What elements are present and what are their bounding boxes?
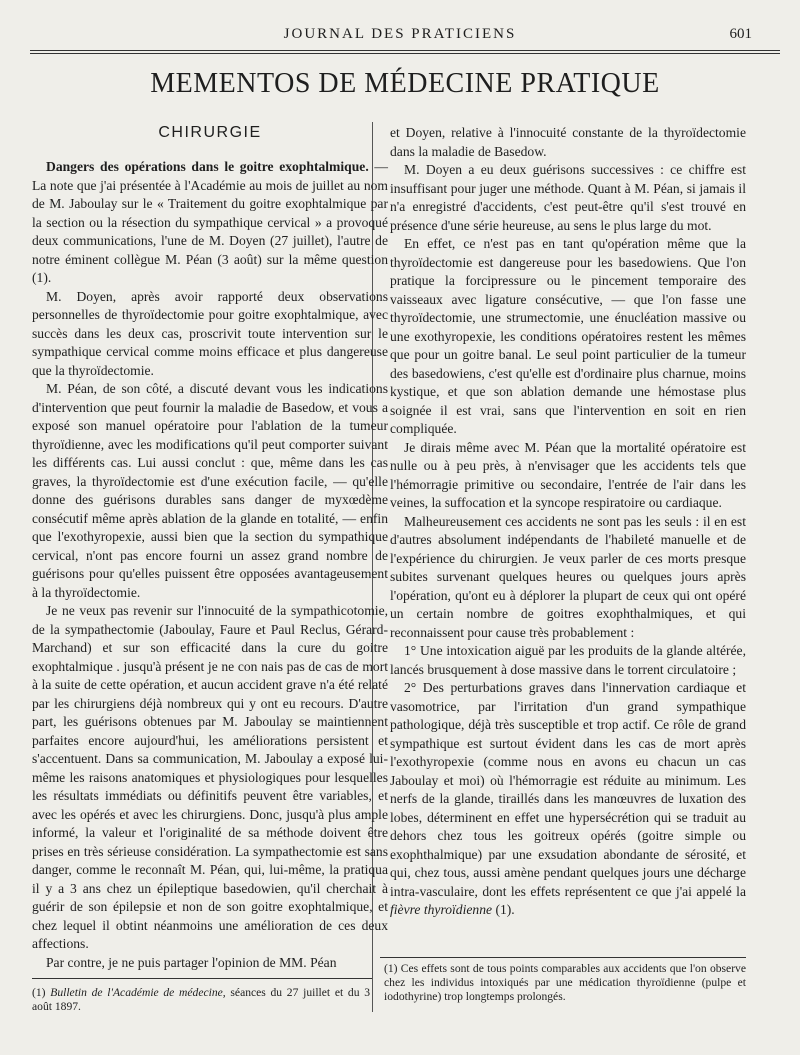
footnote-rule-left [32, 978, 372, 979]
header-rule-thin [30, 53, 780, 54]
journal-title: JOURNAL DES PRATICIENS [283, 26, 517, 42]
left-column [32, 124, 388, 972]
paragraph-11: 1° Une intoxication aiguë par les produits de la glande altérée, lancés brusquement à dose massive dans le torrent circulatoire ; [390, 643, 746, 677]
right-column [390, 124, 746, 920]
fievre-thyroidienne: fièvre thyroïdienne [390, 902, 493, 917]
paragraph-7: M. Doyen a eu deux guérisons successives : ce chiffre est insuffisant pour juger une méthode. Quant à M. Péan, si jamais il n'a enregistré d'accidents, c'est peut-être qu'il s'est trouvé en présence d'une série heureuse, au sens le plus large du mot. [390, 162, 746, 233]
paragraph-12: 2° Des perturbations graves dans l'innervation cardiaque et vasomotrice, par l'irritation d'un grand sympathique pathologique, déjà très susceptible et trop actif. Ce rôle de grand sympathique est surtout évident dans les cas de mort après l'exothyropexie (comme nous en avons eu chacun un cas Jaboulay et moi) où l'hémorragie est réduite au minimum. Les nerfs de la glande, tiraillés dans les manœuvres de luxation des lobes, déterminent en effet une hypersécrétion qui se traduit au dehors chez tous les goitreux opérés (goitre simple ou exophthalmique) par une exsudation abondante de sérosité, et qui, chez tous, aussi amène pendant quelques jours une décharge intra-vasculaire, dont les effets représentent ce que j'ai appelé la fièvre thyroïdienne (1). [390, 680, 746, 917]
page-number: 601 [729, 26, 752, 42]
footnote-rule-right [380, 957, 746, 958]
paragraph-1: Dangers des opérations dans le goitre exophtalmique. — La note que j'ai présentée à l'Académie au mois de juillet au nom de M. Jaboulay sur le « Traitement du goitre exophtalmique par la section ou la résection du sympathique cervical » a provoqué deux communications, l'une de M. Doyen (27 juillet), l'autre de notre éminent collègue M. Péan (3 août) sur la même question (1). [32, 159, 388, 285]
section-heading: CHIRURGIE [158, 124, 262, 141]
footnote-right: (1) Ces effets sont de tous points comparables aux accidents que l'on observe chez les individus intoxiqués par une médication thyroïdienne (pulpe et iodothyrine) trop longtemps prolongés. [384, 962, 746, 1003]
paragraph-8: En effet, ce n'est pas en tant qu'opération même que la thyroïdectomie est dangereuse pour les basedowiens. Que l'on pratique la forcipressure ou le pincement temporaire des vaisseaux avec ligature consécutive, — que l'on fasse une thyroïdectomie, une strumectomie, une énucléation massive ou une exothyropexie, les conditions opératoires restent les mêmes que pour un goitre banal. Le seul point particulier de la tumeur des basedowiens, c'est qu'elle est d'ordinaire plus charnue, moins kystique, et que son ablation demande une hémostase plus soignée il est vrai, sans que l'intervention en soit en rien compliquée. [390, 236, 746, 436]
paragraph-9: Je dirais même avec M. Péan que la mortalité opératoire est nulle ou à peu près, à n'envisager que les accidents tels que l'hémorragie primitive ou secondaire, l'entrée de l'air dans les veines, la suffocation et la syncope respiratoire ou cardiaque. [390, 439, 746, 510]
article-subtitle: Dangers des opérations dans le goitre exophtalmique. [46, 159, 369, 174]
running-head [0, 26, 800, 46]
paragraph-4: Je ne veux pas revenir sur l'innocuité de la sympathicotomie, de la sympathectomie (Jaboulay, Faure et Paul Reclus, Gérard-Marchand) et sur son efficacité dans la cure du goitre exophtalmique . jusqu'à présent je ne con nais pas de cas de mort à la suite de cette opération, et aucun accident grave n'a été relaté par les chirurgiens déjà nombreux qui y ont eu recours. D'autre part, les guérisons obtenues par M. Jaboulay se maintiennent parfaites encore aujourd'hui, les améliorations persistent et s'accentuent. Dans sa communication, M. Jaboulay a exposé lui-même les raisons anatomiques et physiologiques pour lesquelles les résultats immédiats ou définitifs peuvent être variables, et avec les opérés et avec les chirurgiens. Donc, jusqu'à plus ample informé, la valeur et l'originalité de sa méthode doivent être prises en très sérieuse considération. La sympathectomie est sans danger, comme le reconnaît M. Péan, qui, lui-même, la pratiqua il y a 3 ans chez un épileptique basedowien, qu'il cherchait à guérir de son épilepsie et non de son goitre exophtalmique, et chez lequel il obtint néanmoins une amélioration de ces deux affections. [32, 603, 388, 951]
paragraph-6: et Doyen, relative à l'innocuité constante de la thyroïdectomie dans la maladie de Basedow. [390, 125, 746, 159]
header-rule [30, 50, 780, 51]
paragraph-2: M. Doyen, après avoir rapporté deux observations personnelles de thyroïdectomie pour goitre exophtalmique, avec succès dans les deux cas, proscrivit toute intervention sur le sympathique cervical comme moins efficace et plus dangereuse que la thyroïdectomie. [32, 288, 388, 378]
paragraph-10: Malheureusement ces accidents ne sont pas les seuls : il en est d'autres absolument indépendants de l'habileté manuelle et de l'expérience du chirurgien. Je veux parler de ces morts presque subites survenant quelques heures ou quelques jours après l'opération, qu'ont eu à déplorer la plupart de ceux qui ont opéré un certain nombre de goitres exophthalmiques, et qui reconnaissent pour cause très probablement : [390, 513, 746, 640]
page-title: MEMENTOS DE MÉDECINE PRATIQUE [150, 68, 660, 99]
paragraph-5: Par contre, je ne puis partager l'opinion de MM. Péan [46, 954, 337, 970]
paragraph-3: M. Péan, de son côté, a discuté devant vous les indications d'intervention que peut fournir la maladie de Basedow, et vous a exposé son manuel opératoire pour l'ablation de la tumeur thyroïdienne, avec les modifications qu'il peut comporter suivant les différents cas. Lui aussi conclut : que, même dans les cas graves, la thyroïdectomie est d'une exécution facile, — qu'elle donne des guérisons durables sans danger de myxœdème consécutif même après ablation de la glande en totalité, — enfin que l'exothyropexie, aussi bien que la section du sympathique cervical, n'ont pas encore fourni un assez grand nombre de guérisons pour qu'elles puissent être opposées avantageusement à la thyroïdectomie. [32, 381, 388, 600]
footnote-left: (1) Bulletin de l'Académie de médecine, séances du 27 juillet et du 3 août 1897. [32, 986, 370, 1013]
